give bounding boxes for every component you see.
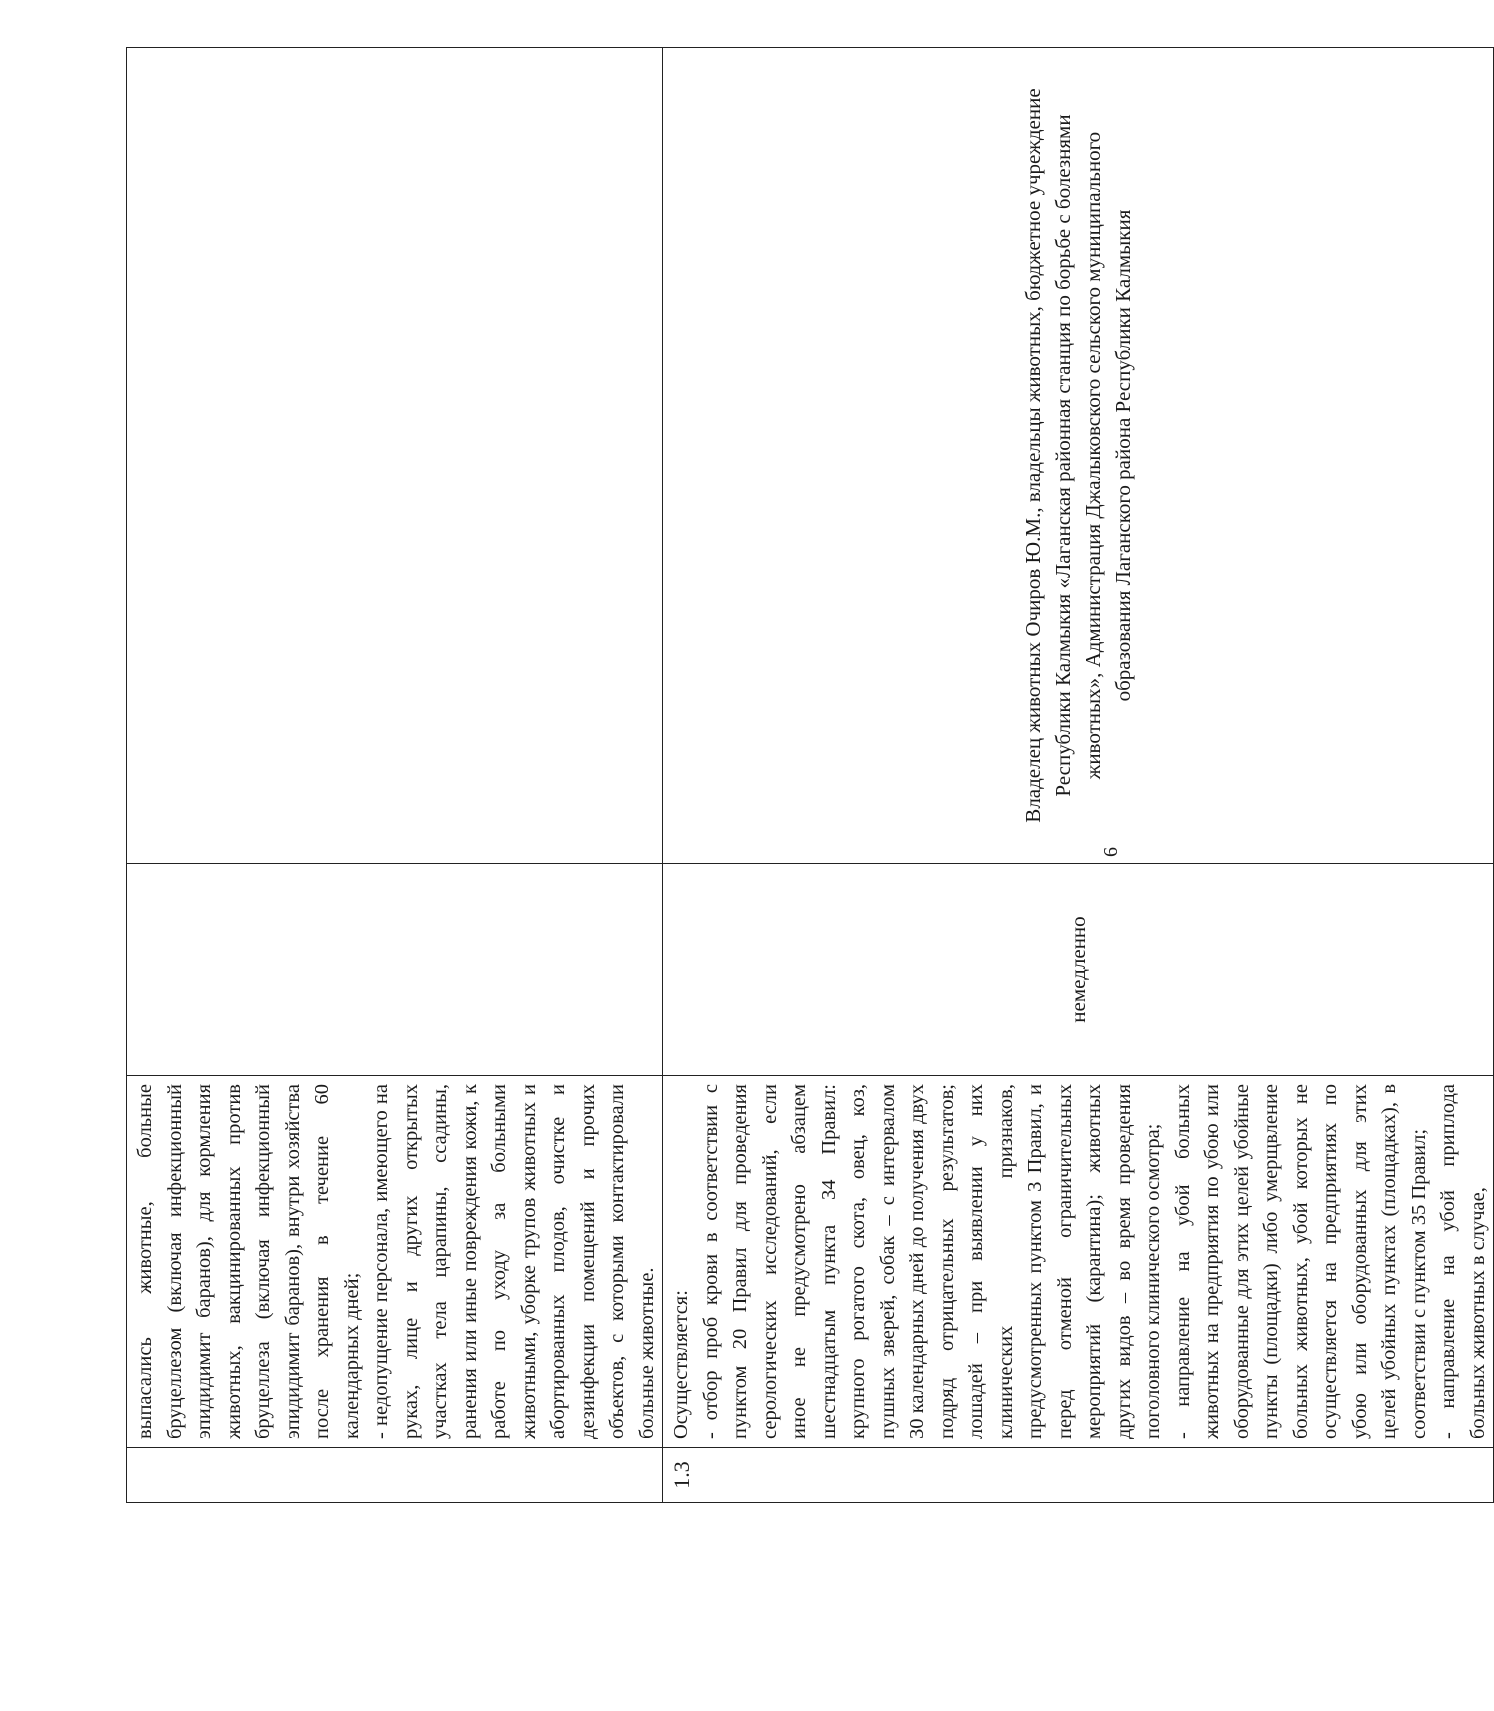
measures-table xyxy=(126,47,1494,1503)
row-number: 1.3 xyxy=(663,1448,1494,1503)
page-number: 6 xyxy=(1100,847,1122,857)
table-row xyxy=(663,48,1494,1503)
deadline-cell: немедленно xyxy=(663,864,1494,1076)
measure-paragraph: Осуществляется: - отбор проб крови в соответствии с пунктом 20 Правил для проведения серологических исследований, если иное не предусмотрено абзацем шестнадцатым пункта 34 Правил: крупного рогатого скота, овец, коз, пушных зверей, собак – с интервалом 30 календарных дней до получения двух подряд отрицательных результатов; лошадей – при выявлении у них клинических признаков, предусмотренных пунктом 3 Правил, и перед отменой ограничительных мероприятий (карантина); животных других видов – во время проведения поголовного клинического осмотра; - направление на убой больных животных на предприятия по убою или оборудованные для этих целей убойные пункты (площадки) либо умерщвление больных животных, убой которых не осуществляется на предприятиях по убою или оборудованных для этих целей убойных пунктах (площадках), в соответствии с пунктом 35 Правил; - направление на убой приплода больных животных в случае, xyxy=(670,1084,1489,1439)
measure-paragraph: выпасались животные, больные бруцеллезом (включая инфекционный эпидидимит баранов), для кормления животных, вакцинированных против бруцеллеза (включая инфекционный эпидидимит баранов), внутри хозяйства после хранения в течение 60 календарных дней; - недопущение персонала, имеющего на руках, лице и других открытых участках тела царапины, ссадины, ранения или иные повреждения кожи, к работе по уходу за больными животными, уборке трупов животных и абортированных плодов, очистке и дезинфекции помещений и прочих объектов, с которыми контактировали больные животные. xyxy=(134,1084,658,1439)
measure-text xyxy=(663,1076,1494,1448)
responsible-cell: Владелец животных Очиров Ю.М., владельцы животных, бюджетное учреждение Республики Калмыкия «Лаганская районная станция по борьбе с болезнями животных», Администрация Джалыковского сельского муниципального образования Лаганского района Республики Калмыкия xyxy=(663,48,1494,864)
row-number xyxy=(127,1448,663,1503)
responsible-cell xyxy=(127,48,663,864)
measure-text xyxy=(127,1076,663,1448)
table-row xyxy=(127,48,663,1503)
deadline-cell xyxy=(127,864,663,1076)
